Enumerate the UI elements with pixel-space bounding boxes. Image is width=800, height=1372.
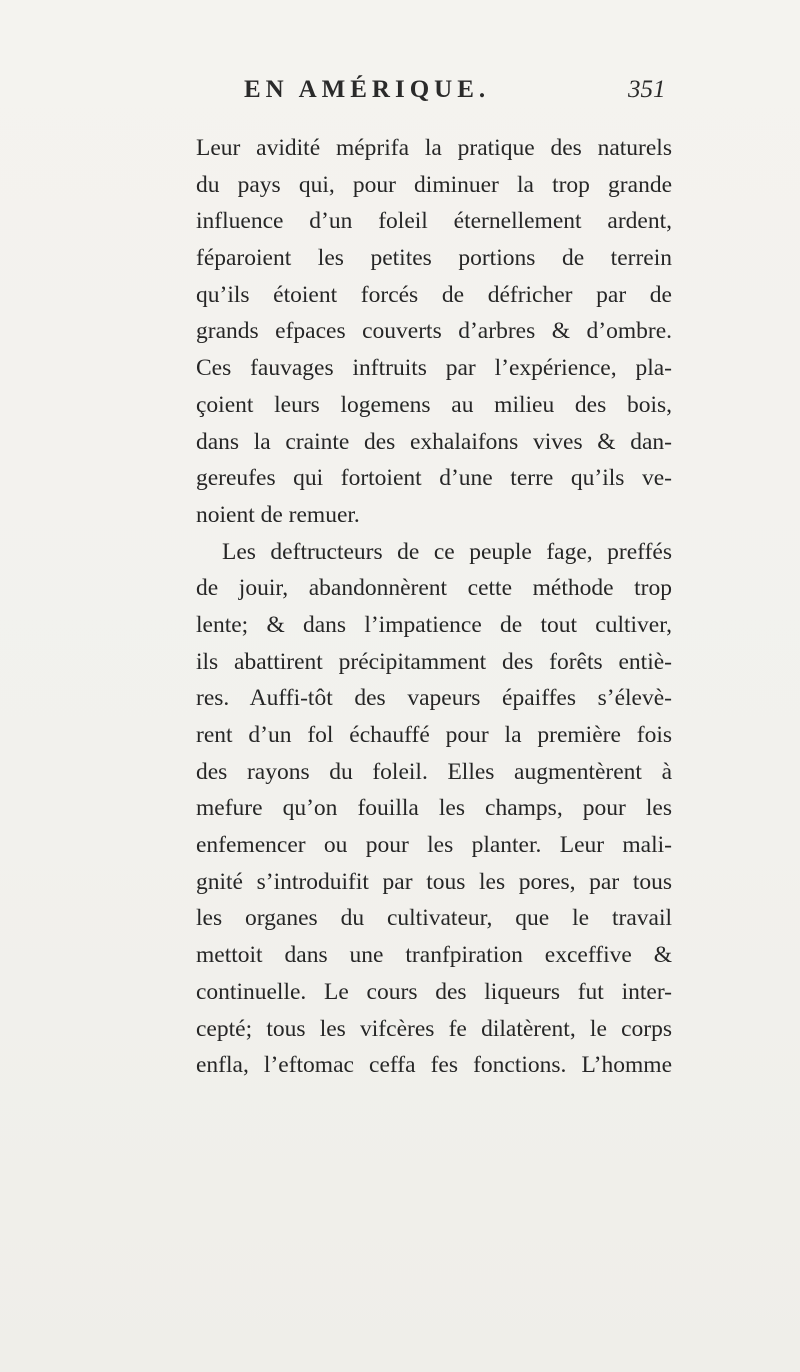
text-line: Ces fauvages inftruits par l’expérience, pla- <box>196 355 672 382</box>
text-line: noient de remuer. <box>196 501 360 528</box>
text-line: continuelle. Le cours des liqueurs fut inter- <box>196 978 672 1005</box>
text-line: ils abattirent précipitamment des forêts entiè- <box>196 648 672 675</box>
text-line: Leur avidité méprifa la pratique des naturels <box>196 135 672 161</box>
text-line: influence d’un foleil éternellement ardent, <box>196 208 672 235</box>
text-line: qu’ils étoient forcés de défricher par de <box>196 281 672 308</box>
running-head <box>0 76 800 116</box>
text-line: féparoient les petites portions de terrein <box>196 245 672 272</box>
page-number: 351 <box>628 76 666 103</box>
text-line: çoient leurs logemens au milieu des bois, <box>196 391 672 418</box>
text-line: gnité s’introduifit par tous les pores, par tous <box>196 868 672 895</box>
text-line: grands efpaces couverts d’arbres & d’ombre. <box>196 318 672 345</box>
text-line: lente; & dans l’impatience de tout cultiver, <box>196 611 672 638</box>
body-text <box>196 130 672 1084</box>
text-line: de jouir, abandonnèrent cette méthode trop <box>196 575 672 602</box>
text-line: du pays qui, pour diminuer la trop grande <box>196 171 672 198</box>
text-line: mettoit dans une tranfpiration exceffive & <box>196 942 672 969</box>
text-line: des rayons du foleil. Elles augmentèrent à <box>196 758 672 785</box>
text-line: Les deftructeurs de ce peuple fage, preffés <box>222 538 672 565</box>
text-line: res. Auffi-tôt des vapeurs épaiffes s’élevè- <box>196 685 672 712</box>
text-line: les organes du cultivateur, que le travail <box>196 905 672 932</box>
text-line: mefure qu’on fouilla les champs, pour les <box>196 795 672 822</box>
text-line: gereufes qui fortoient d’une terre qu’ils ve- <box>196 465 672 492</box>
text-line: cepté; tous les vifcères fe dilatèrent, le corps <box>196 1015 672 1042</box>
text-line: enfemencer ou pour les planter. Leur mali- <box>196 832 672 859</box>
running-title: EN AMÉRIQUE. <box>244 76 491 103</box>
text-line: rent d’un fol échauffé pour la première fois <box>196 722 672 748</box>
text-line: enfla, l’eftomac ceffa fes fonctions. L’homme <box>196 1052 672 1079</box>
text-line: dans la crainte des exhalaifons vives & dan- <box>196 428 672 455</box>
